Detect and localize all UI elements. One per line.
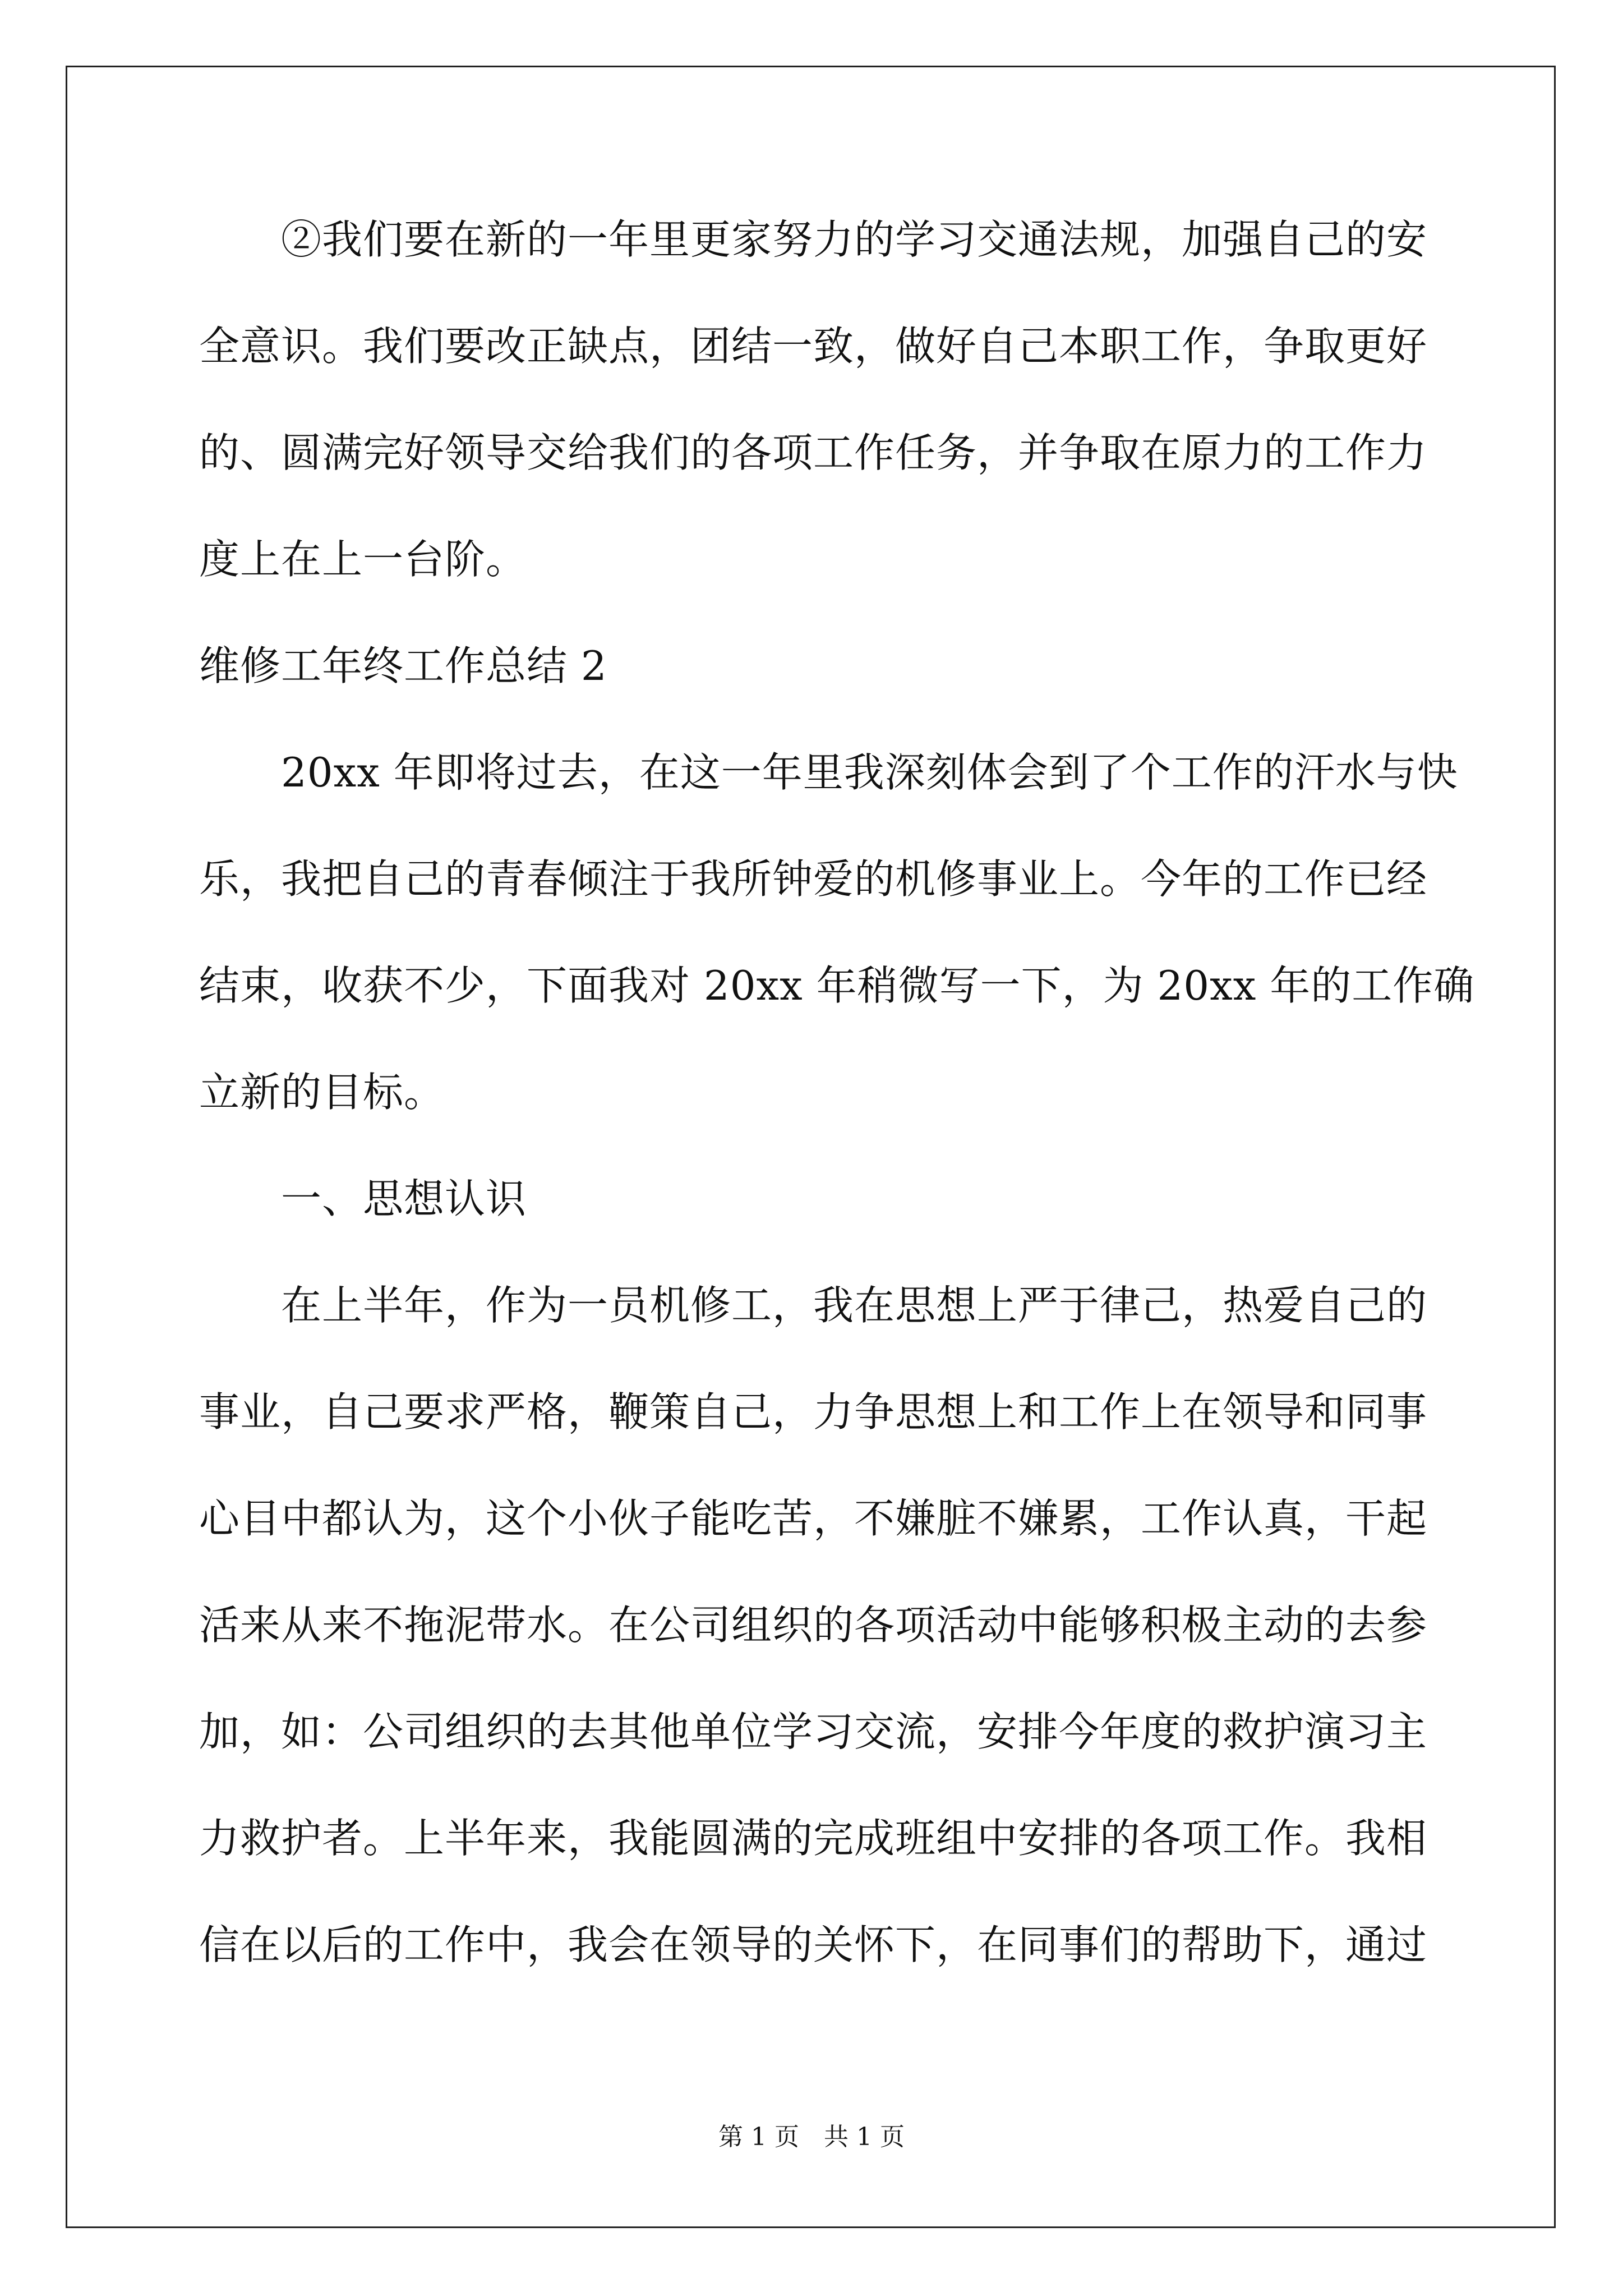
text-line: 在上半年，作为一员机修工，我在思想上严于律己，热爱自己的 [281,1282,1428,1329]
text-line: 20xx 年即将过去，在这一年里我深刻体会到了个工作的汗水与快 [281,749,1458,796]
text-line: 乐，我把自己的青春倾注于我所钟爱的机修事业上。今年的工作已经 [199,855,1428,903]
page-number-footer: 第 1 页 共 1 页 [718,2123,905,2151]
text-line: 的、圆满完好领导交给我们的各项工作任务，并争取在原力的工作力 [199,429,1428,476]
text-line: 心目中都认为，这个小伙子能吃苦，不嫌脏不嫌累，工作认真，干起 [199,1495,1428,1542]
text-line: 结束，收获不少，下面我对 20xx 年稍微写一下，为 20xx 年的工作确 [199,962,1475,1009]
text-line: 力救护者。上半年来，我能圆满的完成班组中安排的各项工作。我相 [199,1815,1428,1862]
text-line: 加，如：公司组织的去其他单位学习交流，安排今年度的救护演习主 [199,1708,1428,1755]
text-line: 事业，自己要求严格，鞭策自己，力争思想上和工作上在领导和同事 [199,1388,1428,1435]
text-line: 活来从来不拖泥带水。在公司组织的各项活动中能够积极主动的去参 [199,1602,1428,1649]
text-line: 信在以后的工作中，我会在领导的关怀下，在同事们的帮助下，通过 [199,1921,1428,1968]
subsection-heading: 一、思想认识 [281,1175,527,1222]
text-line: 全意识。我们要改正缺点，团结一致，做好自己本职工作，争取更好 [199,323,1428,370]
document-body [199,213,1475,2025]
section-heading: 维修工年终工作总结 2 [199,642,607,689]
text-line: ②我们要在新的一年里更家努力的学习交通法规，加强自己的安 [281,216,1428,263]
text-line: 立新的目标。 [199,1069,445,1116]
text-line: 度上在上一台阶。 [199,536,527,583]
